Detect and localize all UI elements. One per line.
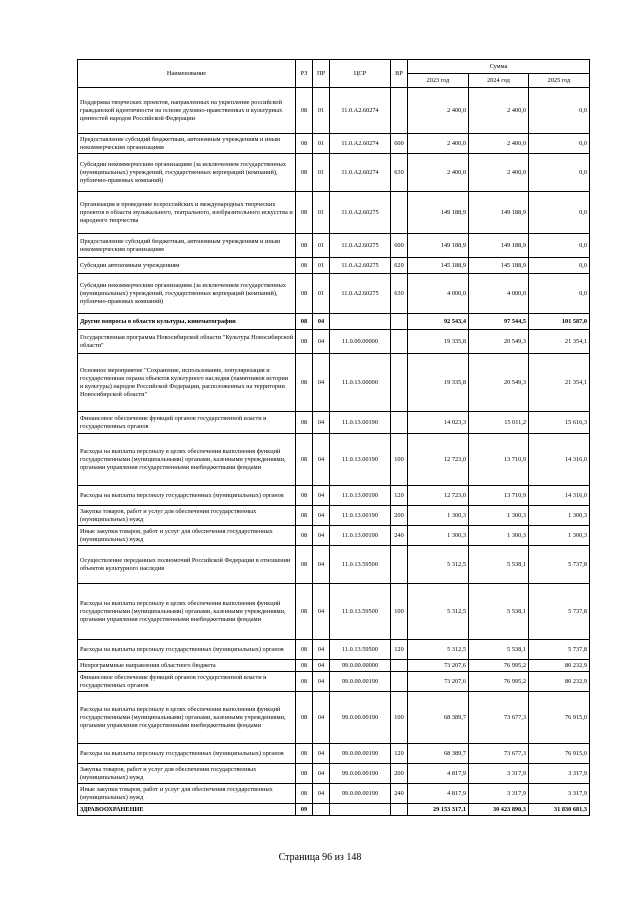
cell-rz: 08 (296, 546, 313, 584)
cell-name: Закупка товаров, работ и услуг для обеспечения государственных (муниципальных) нужд (78, 764, 296, 784)
cell-2024: 3 317,9 (469, 784, 529, 804)
cell-2025: 0,0 (529, 192, 590, 234)
cell-csr: 11.0.А2.60275 (330, 274, 391, 314)
cell-rz: 08 (296, 584, 313, 640)
cell-vr: 100 (391, 434, 408, 486)
cell-pr: 01 (313, 88, 330, 134)
cell-rz: 08 (296, 314, 313, 330)
cell-2025: 1 300,3 (529, 506, 590, 526)
cell-pr: 04 (313, 330, 330, 354)
cell-name: ЗДРАВООХРАНЕНИЕ (78, 804, 296, 816)
table-row (78, 274, 590, 314)
cell-name: Предоставление субсидий бюджетным, автономным учреждениям и иным некоммерческим организациям (78, 134, 296, 154)
cell-2025: 0,0 (529, 234, 590, 258)
cell-vr: 120 (391, 486, 408, 506)
cell-name: Расходы на выплаты персоналу государственных (муниципальных) органов (78, 486, 296, 506)
cell-rz: 08 (296, 764, 313, 784)
cell-name: Иные закупки товаров, работ и услуг для обеспечения государственных (муниципальных) нужд (78, 526, 296, 546)
cell-csr: 11.0.А2.60275 (330, 258, 391, 274)
cell-csr: 99.0.00.00190 (330, 764, 391, 784)
cell-vr: 200 (391, 764, 408, 784)
cell-pr: 04 (313, 526, 330, 546)
table-row (78, 154, 590, 192)
table-row (78, 764, 590, 784)
cell-vr: 100 (391, 692, 408, 744)
cell-2024: 20 549,3 (469, 354, 529, 412)
cell-name: Субсидии некоммерческим организациям (за исключением государственных (муниципальных) учреждений, государственных корпораций (компаний), публично-правовых компаний) (78, 154, 296, 192)
cell-2023: 14 023,3 (408, 412, 469, 434)
cell-2024: 2 400,0 (469, 88, 529, 134)
cell-pr: 04 (313, 784, 330, 804)
cell-rz: 08 (296, 692, 313, 744)
header-pr: ПР (313, 60, 330, 88)
cell-csr: 11.0.13.00190 (330, 412, 391, 434)
cell-pr: 04 (313, 412, 330, 434)
header-vr: ВР (391, 60, 408, 88)
table-row (78, 412, 590, 434)
cell-csr: 11.0.13.59500 (330, 584, 391, 640)
cell-csr: 11.0.13.00000 (330, 354, 391, 412)
cell-2023: 1 300,3 (408, 506, 469, 526)
cell-2024: 13 710,9 (469, 434, 529, 486)
table-row (78, 434, 590, 486)
table-row (78, 784, 590, 804)
cell-csr: 11.0.13.00190 (330, 434, 391, 486)
cell-2024: 2 400,0 (469, 134, 529, 154)
cell-csr: 99.0.00.00000 (330, 660, 391, 672)
cell-rz: 09 (296, 804, 313, 816)
cell-rz: 08 (296, 354, 313, 412)
cell-2023: 5 312,5 (408, 584, 469, 640)
cell-2024: 76 995,2 (469, 672, 529, 692)
cell-csr: 11.0.13.59500 (330, 640, 391, 660)
cell-rz: 08 (296, 412, 313, 434)
cell-csr: 99.0.00.00190 (330, 744, 391, 764)
cell-rz: 08 (296, 258, 313, 274)
cell-2023: 5 312,5 (408, 640, 469, 660)
cell-2023: 145 188,9 (408, 258, 469, 274)
cell-2023: 1 300,3 (408, 526, 469, 546)
cell-2023: 12 723,0 (408, 434, 469, 486)
cell-rz: 08 (296, 506, 313, 526)
cell-2023: 2 400,0 (408, 88, 469, 134)
cell-vr (391, 672, 408, 692)
cell-pr: 04 (313, 744, 330, 764)
cell-csr: 11.0.13.00190 (330, 486, 391, 506)
cell-name: Финансовое обеспечение функций органов государственной власти и государственных органов (78, 412, 296, 434)
cell-name: Организация и проведение всероссийских и международных творческих проектов в области музыкального, театрального, изобразительного искусства и народного творчества (78, 192, 296, 234)
cell-2025: 80 232,9 (529, 672, 590, 692)
cell-pr: 04 (313, 764, 330, 784)
cell-pr: 04 (313, 584, 330, 640)
cell-rz: 08 (296, 434, 313, 486)
cell-pr: 01 (313, 258, 330, 274)
page-number: Страница 96 из 148 (278, 852, 362, 863)
cell-vr (391, 804, 408, 816)
cell-name: Предоставление субсидий бюджетным, автономным учреждениям и иным некоммерческим организациям (78, 234, 296, 258)
table-row (78, 744, 590, 764)
cell-pr: 04 (313, 660, 330, 672)
cell-csr: 11.0.13.00190 (330, 506, 391, 526)
cell-2025: 5 737,8 (529, 546, 590, 584)
cell-csr (330, 314, 391, 330)
cell-2024: 73 677,3 (469, 692, 529, 744)
cell-2024: 145 188,9 (469, 258, 529, 274)
cell-2024: 1 300,3 (469, 506, 529, 526)
cell-vr: 620 (391, 258, 408, 274)
cell-2025: 0,0 (529, 154, 590, 192)
cell-2023: 29 153 317,1 (408, 804, 469, 816)
table-row (78, 354, 590, 412)
cell-2025: 76 915,0 (529, 744, 590, 764)
cell-csr: 11.0.А2.60274 (330, 154, 391, 192)
cell-2025: 76 915,0 (529, 692, 590, 744)
cell-pr: 04 (313, 692, 330, 744)
cell-rz: 08 (296, 154, 313, 192)
cell-vr (391, 330, 408, 354)
cell-vr: 100 (391, 584, 408, 640)
table-row (78, 234, 590, 258)
header-year-2024: 2024 год (469, 74, 529, 88)
cell-rz: 08 (296, 274, 313, 314)
header-csr: ЦСР (330, 60, 391, 88)
cell-name: Расходы на выплаты персоналу в целях обеспечения выполнения функций государственными (муниципальными) органами, казенными учреждениями, органами управления государственными внебюджетными фондами (78, 584, 296, 640)
cell-vr: 120 (391, 744, 408, 764)
cell-vr (391, 354, 408, 412)
cell-vr: 240 (391, 784, 408, 804)
cell-2024: 97 544,5 (469, 314, 529, 330)
cell-rz: 08 (296, 660, 313, 672)
cell-2023: 2 400,0 (408, 154, 469, 192)
cell-2023: 4 000,0 (408, 274, 469, 314)
cell-csr: 11.0.00.00000 (330, 330, 391, 354)
table-row (78, 88, 590, 134)
cell-2023: 73 207,6 (408, 672, 469, 692)
cell-csr: 11.0.13.59500 (330, 546, 391, 584)
cell-2024: 4 000,0 (469, 274, 529, 314)
cell-pr: 04 (313, 640, 330, 660)
cell-name: Расходы на выплаты персоналу в целях обеспечения выполнения функций государственными (муниципальными) органами, казенными учреждениями, органами управления государственными внебюджетными фондами (78, 692, 296, 744)
cell-pr: 04 (313, 314, 330, 330)
header-name: Наименование (78, 60, 296, 88)
cell-vr: 200 (391, 506, 408, 526)
cell-name: Основное мероприятие "Сохранение, использование, популяризация и государственная охрана объектов культурного наследия (памятников истории и культуры) народов Российской Федерации, расположенных на территории Новосибирской области" (78, 354, 296, 412)
cell-pr: 01 (313, 192, 330, 234)
cell-2023: 149 188,9 (408, 192, 469, 234)
cell-pr: 04 (313, 486, 330, 506)
cell-rz: 08 (296, 672, 313, 692)
cell-vr: 120 (391, 640, 408, 660)
cell-rz: 08 (296, 640, 313, 660)
cell-name: Поддержка творческих проектов, направленных на укрепление российской гражданской идентичности на основе духовно-нравственных и культурных ценностей народов Российской Федерации (78, 88, 296, 134)
cell-2024: 5 538,1 (469, 640, 529, 660)
header-year-2025: 2025 год (529, 74, 590, 88)
cell-name: Расходы на выплаты персоналу государственных (муниципальных) органов (78, 744, 296, 764)
cell-2023: 19 335,8 (408, 330, 469, 354)
table-row (78, 804, 590, 816)
cell-vr (391, 192, 408, 234)
cell-name: Финансовое обеспечение функций органов государственной власти и государственных органов (78, 672, 296, 692)
table-row (78, 692, 590, 744)
cell-name: Государственная программа Новосибирской области "Культура Новосибирской области" (78, 330, 296, 354)
header-year-2023: 2023 год (408, 74, 469, 88)
cell-rz: 08 (296, 486, 313, 506)
cell-vr: 240 (391, 526, 408, 546)
cell-2023: 68 389,7 (408, 744, 469, 764)
cell-vr: 630 (391, 154, 408, 192)
cell-2024: 149 188,9 (469, 192, 529, 234)
cell-rz: 08 (296, 744, 313, 764)
cell-2025: 31 830 681,3 (529, 804, 590, 816)
cell-rz: 08 (296, 192, 313, 234)
cell-2023: 4 817,9 (408, 764, 469, 784)
table-body (78, 88, 590, 816)
cell-2025: 0,0 (529, 134, 590, 154)
cell-pr (313, 804, 330, 816)
cell-2025: 21 354,1 (529, 354, 590, 412)
cell-rz: 08 (296, 88, 313, 134)
table-row (78, 330, 590, 354)
cell-2023: 68 389,7 (408, 692, 469, 744)
cell-2025: 0,0 (529, 88, 590, 134)
cell-2024: 15 011,2 (469, 412, 529, 434)
cell-csr (330, 804, 391, 816)
cell-2024: 13 710,9 (469, 486, 529, 506)
cell-pr: 04 (313, 434, 330, 486)
cell-vr: 630 (391, 274, 408, 314)
cell-csr: 11.0.А2.60275 (330, 234, 391, 258)
cell-csr: 99.0.00.00190 (330, 784, 391, 804)
cell-name: Другие вопросы в области культуры, кинематографии (78, 314, 296, 330)
cell-name: Расходы на выплаты персоналу в целях обеспечения выполнения функций государственными (муниципальными) органами, казенными учреждениями, органами управления государственными внебюджетными фондами (78, 434, 296, 486)
cell-csr: 11.0.13.00190 (330, 526, 391, 546)
table-row (78, 584, 590, 640)
cell-2024: 30 423 890,3 (469, 804, 529, 816)
cell-pr: 04 (313, 672, 330, 692)
cell-2025: 0,0 (529, 258, 590, 274)
cell-2023: 19 335,8 (408, 354, 469, 412)
cell-name: Непрограммные направления областного бюджета (78, 660, 296, 672)
cell-rz: 08 (296, 784, 313, 804)
cell-vr (391, 660, 408, 672)
table-row (78, 526, 590, 546)
cell-rz: 08 (296, 134, 313, 154)
cell-csr: 99.0.00.00190 (330, 692, 391, 744)
cell-2025: 3 317,9 (529, 784, 590, 804)
cell-name: Закупка товаров, работ и услуг для обеспечения государственных (муниципальных) нужд (78, 506, 296, 526)
cell-csr: 99.0.00.00190 (330, 672, 391, 692)
cell-name: Иные закупки товаров, работ и услуг для обеспечения государственных (муниципальных) нужд (78, 784, 296, 804)
cell-2025: 3 317,9 (529, 764, 590, 784)
cell-rz: 08 (296, 234, 313, 258)
table-row (78, 134, 590, 154)
cell-pr: 04 (313, 546, 330, 584)
cell-2023: 2 400,0 (408, 134, 469, 154)
table-row (78, 486, 590, 506)
cell-2023: 92 543,4 (408, 314, 469, 330)
cell-2025: 21 354,1 (529, 330, 590, 354)
cell-name: Расходы на выплаты персоналу государственных (муниципальных) органов (78, 640, 296, 660)
cell-2025: 101 587,0 (529, 314, 590, 330)
cell-pr: 01 (313, 134, 330, 154)
table-row (78, 506, 590, 526)
cell-vr (391, 546, 408, 584)
table-row (78, 258, 590, 274)
table-row (78, 192, 590, 234)
cell-2023: 5 312,5 (408, 546, 469, 584)
cell-csr: 11.0.А2.60274 (330, 88, 391, 134)
cell-pr: 01 (313, 154, 330, 192)
cell-2025: 14 316,0 (529, 486, 590, 506)
cell-pr: 04 (313, 354, 330, 412)
cell-2024: 73 677,3 (469, 744, 529, 764)
cell-2023: 149 188,9 (408, 234, 469, 258)
cell-pr: 01 (313, 274, 330, 314)
table-row (78, 546, 590, 584)
cell-2024: 5 538,1 (469, 546, 529, 584)
cell-vr (391, 88, 408, 134)
cell-rz: 08 (296, 526, 313, 546)
table-row (78, 314, 590, 330)
table-row (78, 672, 590, 692)
cell-name: Субсидии автономным учреждениям (78, 258, 296, 274)
cell-2023: 4 817,9 (408, 784, 469, 804)
cell-2025: 5 737,8 (529, 640, 590, 660)
cell-csr: 11.0.А2.60274 (330, 134, 391, 154)
cell-2025: 5 737,8 (529, 584, 590, 640)
header-sum: Сумма (408, 60, 590, 74)
cell-pr: 01 (313, 234, 330, 258)
cell-vr: 600 (391, 134, 408, 154)
cell-2024: 149 188,9 (469, 234, 529, 258)
cell-vr: 600 (391, 234, 408, 258)
cell-name: Субсидии некоммерческим организациям (за исключением государственных (муниципальных) учреждений, государственных корпораций (компаний), публично-правовых компаний) (78, 274, 296, 314)
cell-vr (391, 412, 408, 434)
cell-2024: 2 400,0 (469, 154, 529, 192)
header-rz: РЗ (296, 60, 313, 88)
cell-2023: 12 723,0 (408, 486, 469, 506)
cell-2025: 80 232,9 (529, 660, 590, 672)
cell-2025: 1 300,3 (529, 526, 590, 546)
table-row (78, 660, 590, 672)
cell-2025: 14 316,0 (529, 434, 590, 486)
cell-2024: 5 538,1 (469, 584, 529, 640)
cell-name: Осуществление переданных полномочий Российской Федерации в отношении объектов культурного наследия (78, 546, 296, 584)
table-row (78, 640, 590, 660)
cell-2024: 20 549,3 (469, 330, 529, 354)
cell-2025: 0,0 (529, 274, 590, 314)
cell-csr: 11.0.А2.60275 (330, 192, 391, 234)
cell-2024: 76 995,2 (469, 660, 529, 672)
cell-2024: 3 317,9 (469, 764, 529, 784)
cell-2025: 15 616,3 (529, 412, 590, 434)
cell-rz: 08 (296, 330, 313, 354)
budget-table (77, 59, 590, 816)
cell-2023: 73 207,6 (408, 660, 469, 672)
cell-2024: 1 300,3 (469, 526, 529, 546)
cell-vr (391, 314, 408, 330)
cell-pr: 04 (313, 506, 330, 526)
